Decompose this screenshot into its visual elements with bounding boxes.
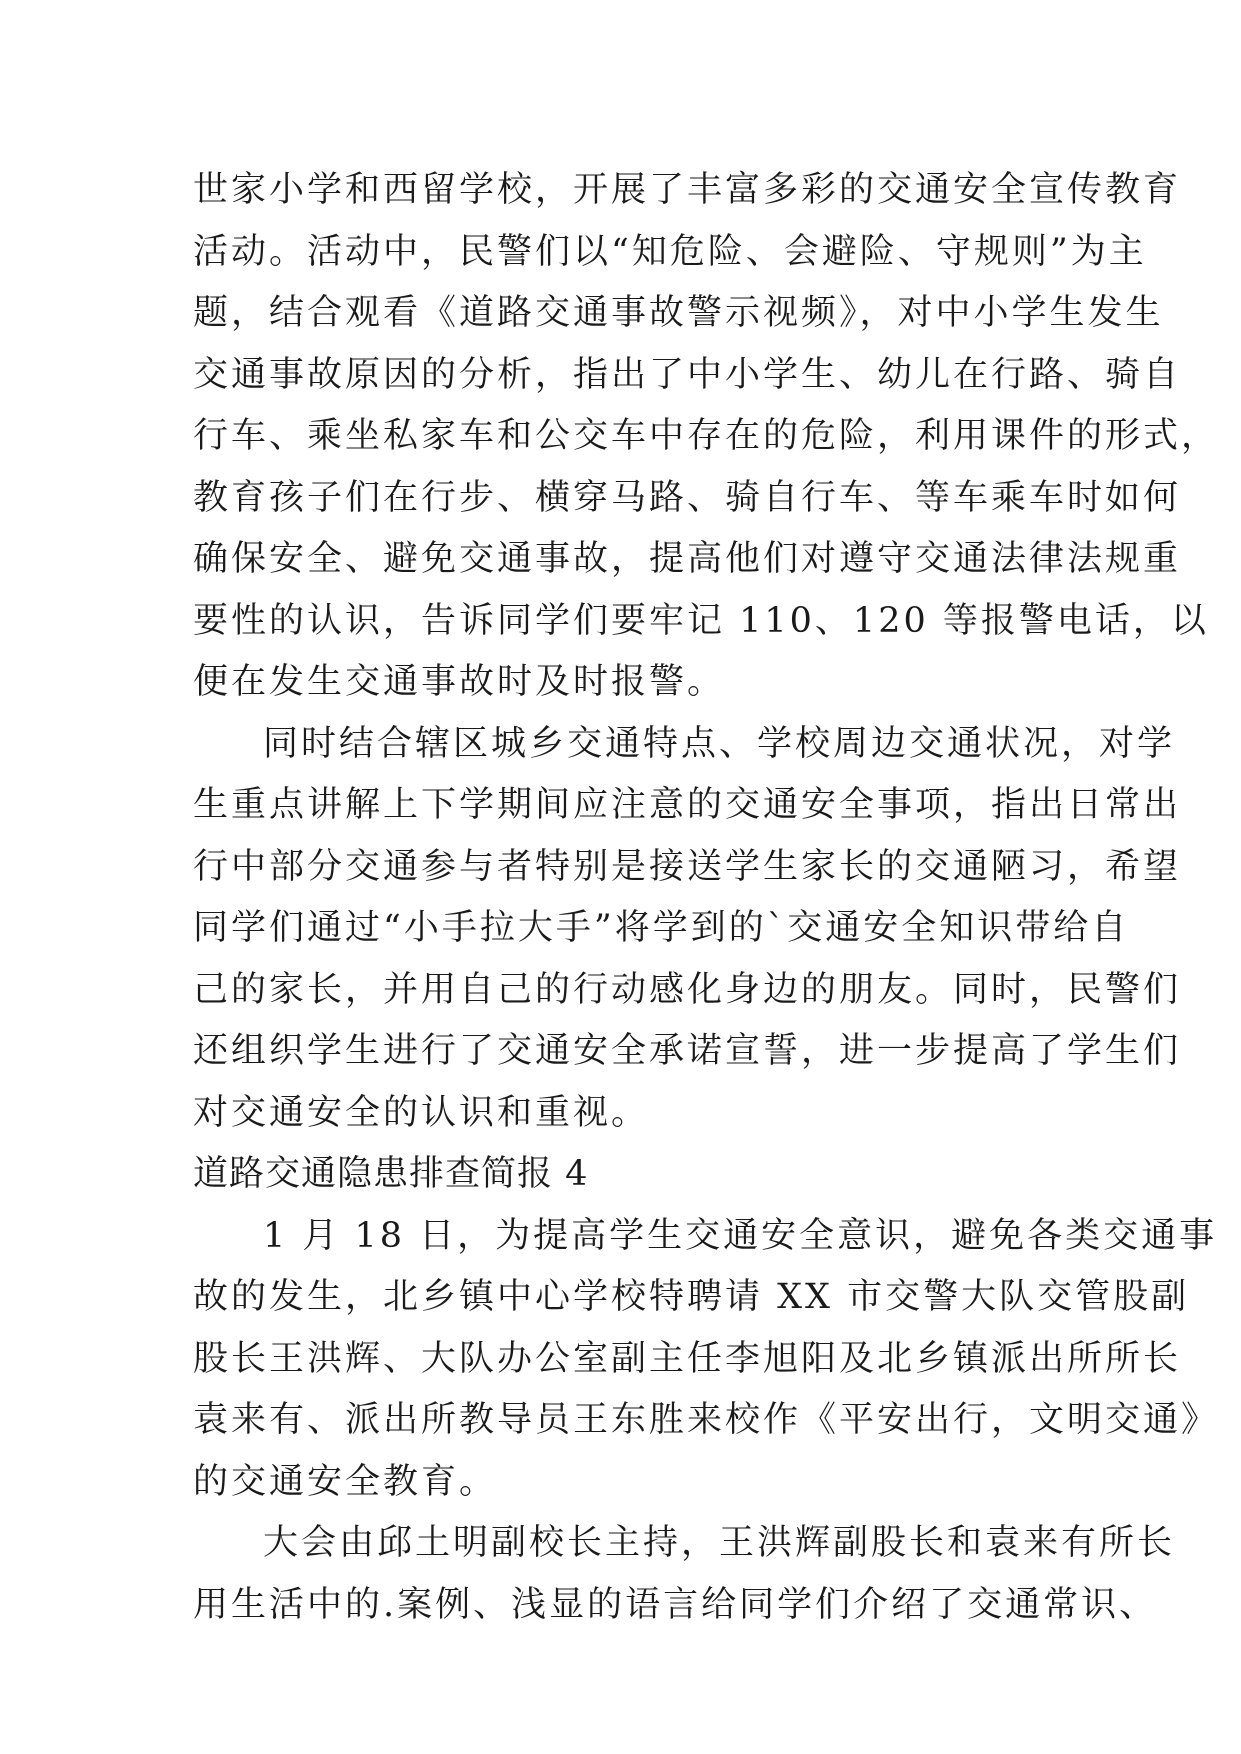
text-line: 用生活中的.案例、浅显的语言给同学们介绍了交通常识、: [193, 1584, 1158, 1625]
text-line: 教育孩子们在行步、横穿马路、骑自行车、等车乘车时如何: [193, 477, 1182, 518]
paragraph-3: [193, 1206, 1220, 1514]
text-line: 股长王洪辉、大队办公室副主任李旭阳及北乡镇派出所所长: [193, 1338, 1182, 1379]
text-line: 题，结合观看《道路交通事故警示视频》，对中小学生发生: [193, 293, 1164, 333]
text-line: 行中部分交通参与者特别是接送学生家长的交通陋习，希望: [193, 846, 1182, 887]
text-line: 故的发生，北乡镇中心学校特聘请 XX 市交警大队交管股副: [193, 1277, 1190, 1317]
text-line: 的交通安全教育。: [193, 1461, 498, 1502]
paragraph-4: [193, 1513, 1176, 1636]
text-line: 活动。活动中，民警们以“知危险、会避险、守规则”为主: [193, 231, 1147, 272]
text-line: 大会由邱土明副校长主持，王洪辉副股长和袁来有所长: [263, 1523, 1176, 1563]
text-line: 还组织学生进行了交通安全承诺宣誓，进一步提高了学生们: [193, 1031, 1182, 1071]
text-line: 世家小学和西留学校，开展了丰富多彩的交通安全宣传教育: [193, 170, 1182, 210]
text-line: 同学们通过“小手拉大手”将学到的`交通安全知识带给自: [193, 908, 1130, 948]
text-line: 行车、乘坐私家车和公交车中存在的危险，利用课件的形式，: [193, 416, 1220, 456]
paragraph-2: [193, 714, 1182, 1145]
text-line: 便在发生交通事故时及时报警。: [193, 662, 726, 702]
text-line: 交通事故原因的分析，指出了中小学生、幼儿在行路、骑自: [193, 354, 1182, 395]
text-line: 确保安全、避免交通事故，提高他们对遵守交通法律法规重: [193, 539, 1182, 579]
section-heading: 道路交通隐患排查简报 4: [193, 1154, 589, 1194]
text-line: 对交通安全的认识和重视。: [193, 1092, 650, 1133]
document-body: [193, 160, 1220, 1636]
text-line: 袁来有、派出所教导员王东胜来校作《平安出行，文明交通》: [193, 1400, 1220, 1440]
text-line: 1 月 18 日，为提高学生交通安全意识，避免各类交通事: [263, 1215, 1218, 1256]
text-line: 生重点讲解上下学期间应注意的交通安全事项，指出日常出: [193, 785, 1182, 825]
text-line: 己的家长，并用自己的行动感化身边的朋友。同时，民警们: [193, 969, 1182, 1010]
text-line: 要性的认识，告诉同学们要牢记 110、120 等报警电话，以: [193, 600, 1209, 641]
paragraph-1: [193, 160, 1220, 714]
text-line: 同时结合辖区城乡交通特点、学校周边交通状况，对学: [263, 723, 1176, 764]
